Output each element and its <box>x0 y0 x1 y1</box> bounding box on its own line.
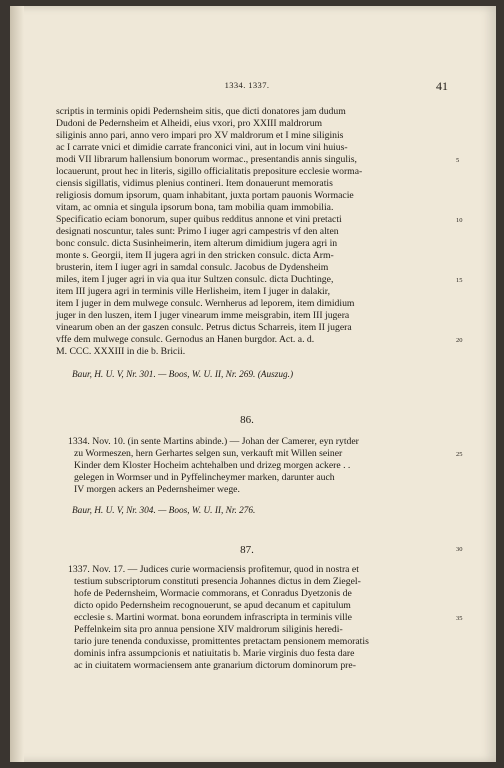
text-line: monte s. Georgii, item II jugera agri in den stricken consulc. dicta Arm- <box>56 250 334 261</box>
line-number: 35 <box>456 615 463 622</box>
text-line: Dudoni de Pedernsheim et Alheidi, eius vxori, pro XXIII maldrorum <box>56 118 323 129</box>
text-line: Peffelnkeim sita pro annua pensione XIV maldrorum siliginis heredi- <box>74 624 343 635</box>
line-number: 25 <box>456 451 463 458</box>
text-line: Kinder dem Kloster Hocheim achtehalben und drizeg morgen ackere . . <box>74 460 351 471</box>
text-line: juger in den luszen, item I juger vinearum imme meisgrabin, item III jugera <box>56 310 350 321</box>
text-line: 1334. Nov. 10. (in sente Martins abinde.) — Johan der Camerer, eyn rytder <box>68 436 359 447</box>
text-line: testium subscriptorum constituti presencia Johannes dictus in dem Ziegel- <box>74 576 361 587</box>
text-line: brusterin, item I iuger agri in samdal consulc. Jacobus de Dydensheim <box>56 262 329 273</box>
text-line: gelegen in Wormser und in Pyffelincheymer marken, darunter auch <box>74 472 335 483</box>
line-number: 20 <box>456 337 463 344</box>
text-line: 1337. Nov. 17. — Judices curie wormaciensis profitemur, quod in nostra et <box>68 564 359 575</box>
text-line: item I juger in dem mulwege consulc. Wernherus ad leporem, item dimidium <box>56 298 355 309</box>
line-number: 15 <box>456 277 463 284</box>
book-page <box>10 6 496 762</box>
text-line: dicto opido Pedernsheim recognouerunt, se apud decanum et capitulum <box>74 600 351 611</box>
text-line: religiosis domum ipsorum, quam inhabitant, juxta portam pauonis Wormacie <box>56 190 354 201</box>
text-line: scriptis in terminis opidi Pedernsheim sitis, que dicti donatores jam dudum <box>56 106 346 117</box>
page-number: 41 <box>436 79 448 93</box>
text-line: hofe de Pedernsheim, Wormacie commorans, et Conradus Dyetzonis de <box>74 588 352 599</box>
text-line: vitam, ac omnia et singula ipsorum bona, tam mobilia quam immobilia. <box>56 202 334 213</box>
text-line: M. CCC. XXXIII in die b. Bricii. <box>56 346 186 357</box>
text-line: vinearum oben an der gaszen consulc. Petrus dictus Scharreis, item II jugera <box>56 322 352 333</box>
page-gutter <box>10 6 24 762</box>
citation: Baur, H. U. V, Nr. 301. — Boos, W. U. II, Nr. 269. (Auszug.) <box>72 370 294 380</box>
text-line: miles, item I juger agri in via qua itur Sultzen consulc. dicta Duchtinge, <box>56 274 334 285</box>
text-line: designati noscuntur, tales sunt: Primo I iuger agri campestris vf den alten <box>56 226 339 237</box>
line-number: 30 <box>456 546 463 553</box>
citation: Baur, H. U. V, Nr. 304. — Boos, W. U. II, Nr. 276. <box>72 506 256 516</box>
text-line: IV morgen ackers an Pedernsheimer wege. <box>74 484 240 495</box>
text-line: ac in ciuitatem wormaciensem ante granarium dictorum dominorum pre- <box>74 660 356 671</box>
text-line: tario jure tenenda conduxisse, promittentes pretactam pensionem memoratis <box>74 636 369 647</box>
text-line: siliginis anno pari, anno vero impari pro XV maldrorum et I mine siliginis <box>56 130 344 141</box>
text-line: bonc consulc. dicta Susinheimerin, item alterum dimidium jugera agri in <box>56 238 338 249</box>
text-line: vffe dem mulwege consulc. Gernodus an Hanen burgdor. Act. a. d. <box>56 334 315 345</box>
document-number: 87. <box>240 544 254 556</box>
text-line: locauerunt, prout hec in literis, sigillo officialitatis prepositure ecclesie worma- <box>56 166 363 177</box>
text-line: ac I carrate vnici et dimidie carrate franconici vini, aut in locum vini huius- <box>56 142 348 153</box>
text-line: Specificatio eciam bonorum, super quibus redditus annone et vini pretacti <box>56 214 342 225</box>
text-line: dominis infra assumpcionis et natiuitatis b. Marie virginis duo festa dare <box>74 648 355 659</box>
text-line: item III jugera agri in terminis ville Herlisheim, item I juger in dalakir, <box>56 286 331 297</box>
text-line: modi VII librarum hallensium bonorum wormac., presentandis annis singulis, <box>56 154 357 165</box>
running-head: 1334. 1337. <box>224 80 270 90</box>
text-line: ciensis sigillatis, vidimus plenius contineri. Item donauerunt memoratis <box>56 178 333 189</box>
line-number: 5 <box>456 157 460 164</box>
line-number: 10 <box>456 217 463 224</box>
text-line: ecclesie s. Martini wormat. bona eorundem infrascripta in terminis ville <box>74 612 352 623</box>
text-line: zu Wormeszen, hern Gerhartes selgen sun, verkauft mit Willen seiner <box>74 448 343 459</box>
document-number: 86. <box>240 414 254 426</box>
